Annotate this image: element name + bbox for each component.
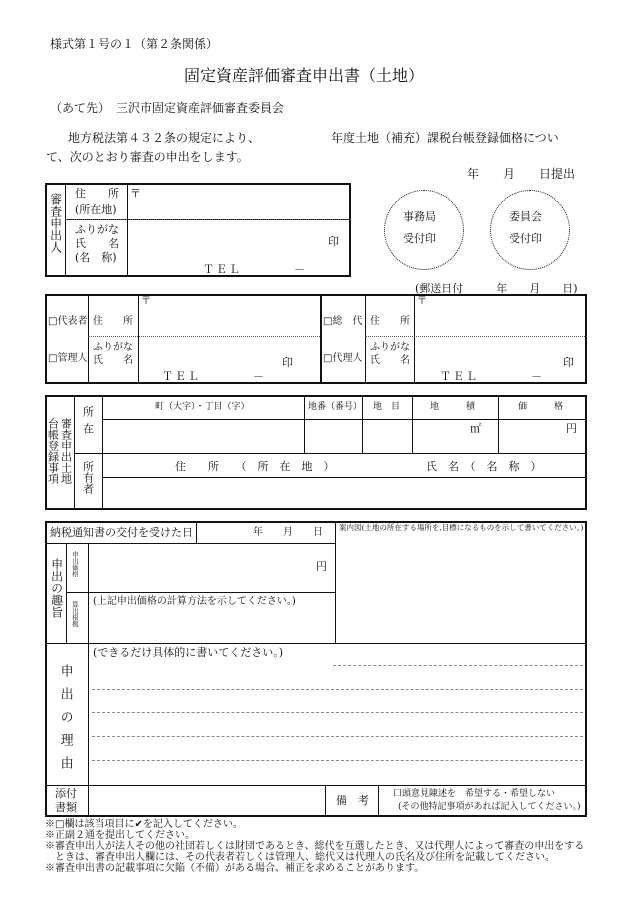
check-manager[interactable]: □管理人 [48, 353, 88, 364]
addressee: （あて先） 三沢市固定資産評価審査委員会 [50, 101, 285, 115]
intro-line1-b: 年度土地（補充）課税台帳登録価格につい [331, 131, 559, 145]
submit-date: 年 月 日提出 [467, 167, 576, 181]
check-general-rep[interactable]: □総 代 [323, 316, 363, 327]
applicant-furigana: ふりがな [75, 223, 119, 236]
basis-note: (上記申出価格の計算方法を示してください。) [93, 596, 296, 607]
agent-tel: ＴＥＬ － [440, 370, 544, 383]
registry-side-label1: 台帳登録事項 [46, 418, 60, 484]
applicant-address-label: 住 所 [75, 187, 119, 200]
agent-seal: 印 [563, 356, 574, 369]
rep-address-label: 住 所 [93, 316, 133, 327]
oral-hearing-option: 口頭意見陳述を 希望する・希望しない [393, 789, 556, 799]
note-2: ※正副２通を提出してください。 [45, 830, 195, 841]
form-number: 様式第１号の１（第２条関係） [50, 37, 219, 51]
office-stamp-circle [384, 190, 464, 270]
agent-furigana: ふりがな [370, 342, 410, 353]
owner-name-label: 氏 名 （ 名 称 ） [426, 460, 542, 473]
col-area: 地 積 [430, 402, 476, 412]
price-yen: 円 [316, 560, 327, 573]
location-label: 所在 [81, 406, 95, 440]
rep-furigana: ふりがな [93, 342, 133, 353]
rep-seal: 印 [282, 356, 293, 369]
rep-name-label: 氏 名 [93, 355, 133, 366]
col-price: 価 格 [518, 402, 564, 412]
intro-line1-a: 地方税法第４３２条の規定により、 [68, 131, 261, 145]
office-stamp-line2: 受付印 [403, 232, 436, 245]
notice-label: 納税通知書の交付を受けた日 [50, 526, 193, 539]
attachment-label-1: 添付 [55, 787, 77, 800]
owner-address-label: 住 所 （ 所 在 地 ） [175, 460, 335, 473]
committee-stamp-line2: 受付印 [509, 232, 542, 245]
reason-note: (できるだけ具体的に書いてください。) [93, 646, 284, 659]
applicant-seal: 印 [328, 235, 339, 248]
col-category: 地 目 [373, 402, 401, 412]
reason-side-label: 申出の理由 [57, 664, 73, 779]
check-agent[interactable]: □代理人 [323, 353, 363, 364]
price-unit: 円 [566, 422, 577, 435]
note-1: ※□欄は該当項目に✔を記入してください。 [45, 819, 243, 830]
owner-label: 所有者 [81, 461, 95, 494]
remarks-label: 備 考 [336, 794, 369, 807]
applicant-name-paren: (名 称) [75, 251, 117, 264]
price-label: 申出価格 [70, 551, 79, 577]
purpose-side-label: 申出の趣旨 [49, 558, 64, 618]
map-note: 案内図(土地の所在する場所を,目標になるものを示して書いてください。) [339, 523, 584, 532]
basis-label: 算出根拠 [70, 601, 79, 627]
area-unit: ㎡ [470, 422, 481, 435]
page-title: 固定資産評価審査申出書（土地） [184, 66, 425, 85]
col-lot: 地番（番号） [308, 402, 363, 412]
rep-postal-mark: 〒 [141, 296, 151, 307]
intro-line2: て、次のとおり審査の申出をします。 [46, 150, 249, 164]
committee-stamp-line1: 委員会 [509, 210, 542, 223]
agent-address-label: 住 所 [370, 316, 410, 327]
agent-name-label: 氏 名 [370, 355, 410, 366]
applicant-address-paren: (所在地) [75, 203, 117, 216]
note-4: ※審査申出書の記載事項に欠陥（不備）がある場合、補正を求めることがあります。 [45, 863, 425, 874]
applicant-name-label: 氏 名 [75, 237, 119, 250]
applicant-side-label: 審査申出人 [48, 193, 63, 253]
registry-side-label2: 審査申出土地 [59, 418, 73, 484]
notice-date: 年 月 日 [253, 527, 323, 538]
attachment-label-2: 書類 [55, 801, 77, 814]
office-stamp-line1: 事務局 [403, 210, 436, 223]
mailing-date: (郵送日付 年 月 日) [415, 282, 578, 295]
rep-tel: ＴＥＬ － [162, 370, 266, 383]
check-representative[interactable]: □代表者 [48, 316, 88, 327]
other-notes: (その他特記事項があれば記入してください。) [398, 802, 581, 812]
col-town: 町（大字）・丁目（字） [155, 402, 250, 412]
applicant-postal-mark: 〒 [130, 187, 141, 200]
note-3: ※審査申出人が法人その他の社団若しくは財団であるとき、総代を互選したとき、又は代理人によって審査の申出をする [45, 841, 585, 852]
applicant-tel: ＴＥＬ － [203, 263, 307, 276]
committee-stamp-circle [490, 190, 570, 270]
note-3-cont: ときは、審査申出人欄には、その代表者若しくは管理人、総代又は代理人の氏名及び住所を記載してください。 [45, 852, 555, 863]
agent-postal-mark: 〒 [417, 296, 427, 307]
